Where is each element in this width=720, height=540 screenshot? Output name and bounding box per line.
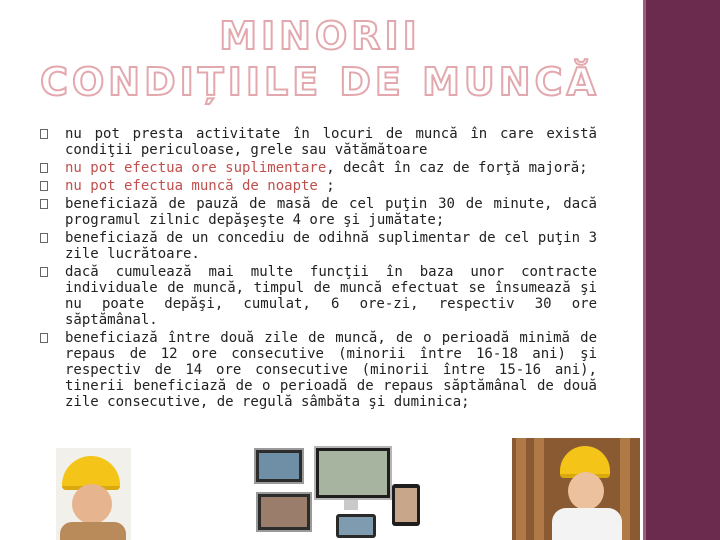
photo-girl-with-planks [512, 438, 640, 540]
bullet-marker-icon [40, 233, 48, 243]
face-shape [568, 472, 604, 510]
list-item [45, 196, 597, 228]
face-shape [72, 484, 112, 524]
list-item [45, 178, 597, 194]
phone-icon [336, 514, 376, 538]
monitor-icon [314, 446, 392, 500]
bullet-text: nu pot presta activitate în locuri de muncă în care există condiţii periculoase, grele sau vătămătoare [65, 126, 597, 158]
shirt-shape [552, 508, 622, 540]
list-item [45, 264, 597, 328]
bullet-text: ; [317, 178, 335, 194]
laptop-icon [256, 492, 312, 532]
photo-boy-with-helmet [56, 448, 131, 540]
tablet-icon [392, 484, 420, 526]
bullet-text: beneficiază de pauză de masă de cel puţin 30 de minute, dacă programul zilnic depăşeşte 4 ore şi jumătate; [65, 196, 597, 228]
wood-plank [534, 438, 544, 540]
laptop-icon [254, 448, 304, 484]
bullet-text: , decât în caz de forţă majoră; [326, 160, 588, 176]
decorative-side-bar [643, 0, 720, 540]
bullet-list [45, 126, 597, 412]
bullet-marker-icon [40, 333, 48, 343]
bullet-highlight: nu pot efectua muncă de noapte [65, 178, 318, 194]
bullet-text: beneficiază între două zile de muncă, de o perioadă minimă de repaus de 12 ore consecutive (minorii între 16-18 ani) şi respectiv de 14 ore consecutive (minorii între 15-16 ani), tinerii beneficiază de o perioadă de repaus săptămânal de două zile consecutive, de regulă sâmbăta şi duminica; [65, 330, 597, 410]
monitor-stand [344, 500, 358, 510]
wood-plank [516, 438, 526, 540]
bullet-marker-icon [40, 163, 48, 173]
bullet-highlight: nu pot efectua ore suplimentare [65, 160, 327, 176]
bullet-marker-icon [40, 129, 48, 139]
list-item [45, 126, 597, 158]
bullet-marker-icon [40, 267, 48, 277]
slide-title: MINORII [219, 14, 421, 58]
list-item [45, 230, 597, 262]
bullet-text: dacă cumulează mai multe funcţii în baza unor contracte individuale de muncă, timpul de muncă efectuat se însumează şi nu poate depăşi, cumulat, 6 ore-zi, respectiv 30 ore săptămânal. [65, 264, 597, 328]
bullet-text: beneficiază de un concediu de odihnă suplimentar de cel puţin 3 zile lucrătoare. [65, 230, 597, 262]
slide-subtitle: CONDIȚIILE DE MUNCĂ [40, 60, 600, 104]
photo-computer-devices [248, 444, 424, 540]
list-item [45, 330, 597, 410]
bullet-marker-icon [40, 181, 48, 191]
bullet-marker-icon [40, 199, 48, 209]
list-item [45, 160, 597, 176]
shirt-shape [60, 522, 126, 540]
side-bar-stripe [643, 0, 646, 540]
